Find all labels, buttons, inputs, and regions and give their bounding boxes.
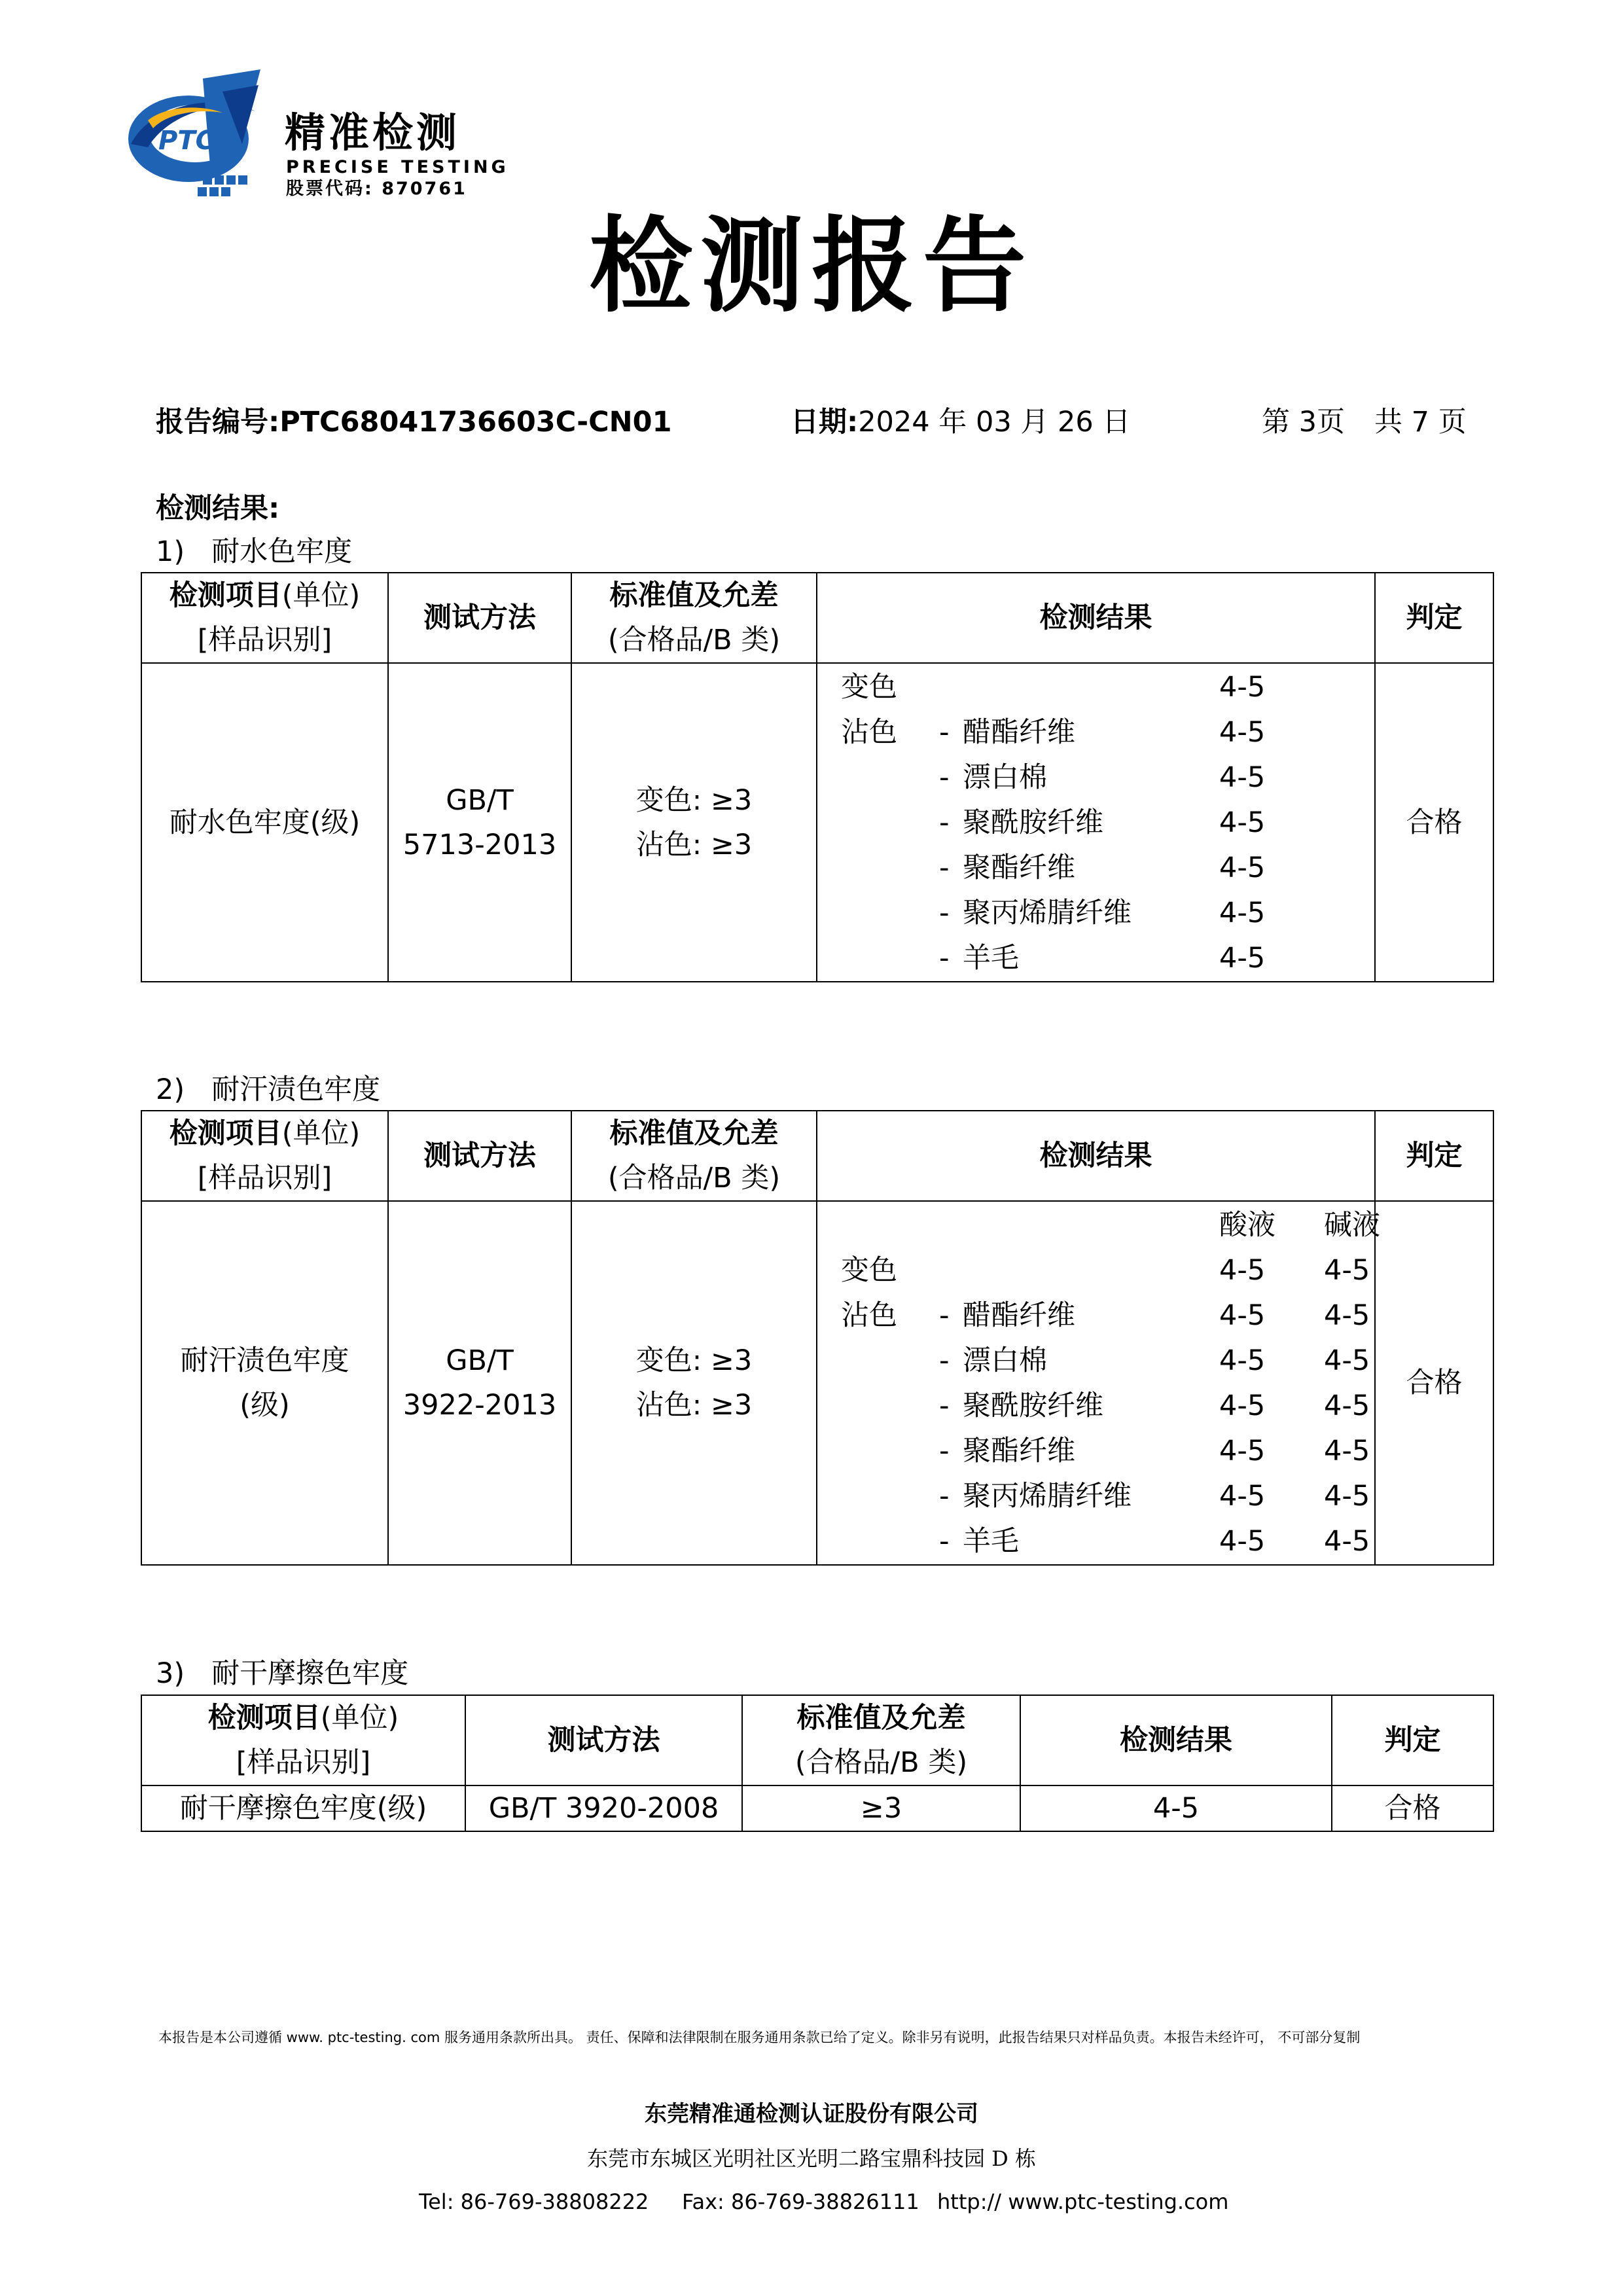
result-dash: - [939,1525,950,1558]
results-label: 检测结果: [156,492,280,525]
result-fiber: 醋酯纤维 [963,716,1075,749]
result-dash: - [939,1299,950,1332]
result-fiber: 羊毛 [963,1525,1019,1558]
table-header-row [141,1111,1493,1201]
result-category [841,800,939,846]
table-dry-rubbing-fastness [141,1695,1494,1832]
page-total: 共 7 页 [1374,406,1467,439]
result-alkali: 4-5 [1324,1299,1370,1332]
standard-cell: ≥3 [742,1785,1020,1831]
col-verdict-header: 判定 [1375,573,1493,663]
result-cell: 4-5 [1020,1785,1332,1831]
result-category [841,1338,939,1384]
result-dash: - [939,806,950,839]
table-header-row [141,1695,1493,1785]
report-date-value: 2024 年 03 月 26 日 [858,406,1131,439]
result-dash: - [939,1435,950,1467]
result-category [841,936,939,981]
table-sweat-fastness [141,1110,1494,1566]
col-standard-header: 标准值及允差 (合格品/B 类) [571,1111,817,1201]
col-item-header: 检测项目(单位) [样品识别] [141,1111,388,1201]
result-category [841,755,939,800]
result-value: 4-5 [1219,761,1266,794]
method-cell: GB/T 3922-2013 [388,1201,571,1565]
verdict-cell: 合格 [1332,1785,1493,1831]
result-fiber: 聚丙烯腈纤维 [963,1480,1132,1513]
logo-name-en: PRECISE TESTING [286,157,509,177]
result-acid: 4-5 [1219,1480,1266,1513]
ptc-logo-icon [124,65,281,209]
result-alkali: 4-5 [1324,1344,1370,1377]
result-dash: - [939,1390,950,1422]
page-indicator: 第 3页 [1262,406,1346,439]
report-number-label: 报告编号: [156,406,280,439]
result-category: 沾色 [841,1299,897,1332]
section1-title: 耐水色牢度 [211,535,353,568]
result-fiber: 漂白棉 [963,1344,1047,1377]
result-alkali: 4-5 [1324,1254,1370,1287]
result-value: 4-5 [1219,806,1266,839]
item-cell: 耐干摩擦色牢度(级) [141,1785,465,1831]
footer-address: 东莞市东城区光明社区光明二路宝鼎科技园 D 栋 [586,2146,1036,2171]
report-date [791,406,1130,439]
result-fiber [963,1248,1219,1293]
section3-title: 耐干摩擦色牢度 [211,1657,409,1690]
item-cell: 耐水色牢度(级) [141,663,388,982]
item-cell: 耐汗渍色牢度 (级) [141,1201,388,1565]
col-standard-header: 标准值及允差 (合格品/B 类) [571,573,817,663]
col-method-header: 测试方法 [465,1695,742,1785]
result-acid: 4-5 [1219,1344,1266,1377]
result-acid: 4-5 [1219,1254,1266,1287]
result-fiber: 聚酯纤维 [963,852,1075,884]
verdict-cell: 合格 [1375,1201,1493,1565]
result-value: 4-5 [1219,942,1266,975]
section3-heading [156,1657,408,1690]
col-item-header: 检测项目(单位) [样品识别] [141,573,388,663]
col-result-header: 检测结果 [817,1111,1375,1201]
footer-company: 东莞精准通检测认证股份有限公司 [645,2101,978,2127]
company-logo [124,65,509,209]
result-category [841,1384,939,1429]
section2-number: 2) [156,1073,185,1106]
result-dash: - [939,1344,950,1377]
result-value: 4-5 [1219,671,1266,704]
result-fiber: 羊毛 [963,942,1019,975]
report-title: 检测报告 [589,206,1034,327]
result-category [841,846,939,891]
result-category [841,1474,939,1519]
logo-stock-code: 股票代码: 870761 [286,179,467,199]
report-number [156,406,672,439]
result-alkali: 4-5 [1324,1525,1370,1558]
result-acid: 4-5 [1219,1390,1266,1422]
result-dash: - [939,1480,950,1513]
col-verdict-header: 判定 [1375,1111,1493,1201]
result-col-acid: 酸液 [1219,1209,1275,1242]
logo-name-cn: 精准检测 [285,109,461,156]
section3-number: 3) [156,1657,185,1690]
result-list [817,665,1374,981]
section1-number: 1) [156,535,185,568]
footer-fax: Fax: 86-769-38826111 [682,2189,919,2214]
result-col-alkali: 碱液 [1324,1209,1380,1242]
result-fiber: 聚酯纤维 [963,1435,1075,1467]
result-fiber: 聚酰胺纤维 [963,806,1103,839]
table-row [141,1201,1493,1565]
result-dash: - [939,942,950,975]
footer-disclaimer: 本报告是本公司遵循 www. ptc-testing. com 服务通用条款所出具。 责任、保障和法律限制在服务通用条款已给了定义。除非另有说明，此报告结果只对样品负责。本报告未经许可， 不可部分复制 [158,2030,1361,2045]
section2-heading [156,1073,380,1106]
result-value: 4-5 [1219,897,1266,929]
standard-cell: 变色: ≥3 沾色: ≥3 [571,1201,817,1565]
result-cell [817,663,1375,982]
result-fiber: 聚酰胺纤维 [963,1390,1103,1422]
col-method-header: 测试方法 [388,573,571,663]
result-value: 4-5 [1219,716,1266,749]
result-category: 变色 [841,1254,897,1287]
result-alkali: 4-5 [1324,1390,1370,1422]
logo-badge-text: PTC [158,126,215,156]
result-dash: - [939,897,950,929]
result-category [841,1519,939,1564]
result-dash: - [939,716,950,749]
result-acid: 4-5 [1219,1435,1266,1467]
table-header-row [141,573,1493,663]
result-alkali: 4-5 [1324,1435,1370,1467]
section1-heading [156,535,352,568]
result-fiber: 醋酯纤维 [963,1299,1075,1332]
report-date-label: 日期: [791,406,859,439]
section2-title: 耐汗渍色牢度 [211,1073,381,1106]
verdict-cell: 合格 [1375,663,1493,982]
col-verdict-header: 判定 [1332,1695,1493,1785]
method-cell: GB/T 3920-2008 [465,1785,742,1831]
method-cell: GB/T 5713-2013 [388,663,571,982]
result-fiber [963,665,1219,710]
result-fiber: 聚丙烯腈纤维 [963,897,1132,929]
result-dash: - [939,852,950,884]
result-list [817,1203,1380,1564]
table-row [141,663,1493,982]
result-category: 变色 [841,671,897,704]
footer-tel: Tel: 86-769-38808222 [419,2189,649,2214]
col-result-header: 检测结果 [1020,1695,1332,1785]
result-category [841,1429,939,1474]
col-result-header: 检测结果 [817,573,1375,663]
result-fiber: 漂白棉 [963,761,1047,794]
footer-website: http:// www.ptc-testing.com [937,2189,1229,2214]
table-water-fastness [141,572,1494,982]
col-standard-header: 标准值及允差 (合格品/B 类) [742,1695,1020,1785]
result-category [841,891,939,936]
result-category: 沾色 [841,716,897,749]
result-dash: - [939,761,950,794]
report-number-value: PTC68041736603C-CN01 [279,406,672,439]
col-method-header: 测试方法 [388,1111,571,1201]
result-alkali: 4-5 [1324,1480,1370,1513]
standard-cell: 变色: ≥3 沾色: ≥3 [571,663,817,982]
result-acid: 4-5 [1219,1525,1266,1558]
result-acid: 4-5 [1219,1299,1266,1332]
col-item-header: 检测项目(单位) [样品识别] [141,1695,465,1785]
result-cell [817,1201,1380,1565]
table-row [141,1785,1493,1831]
result-value: 4-5 [1219,852,1266,884]
